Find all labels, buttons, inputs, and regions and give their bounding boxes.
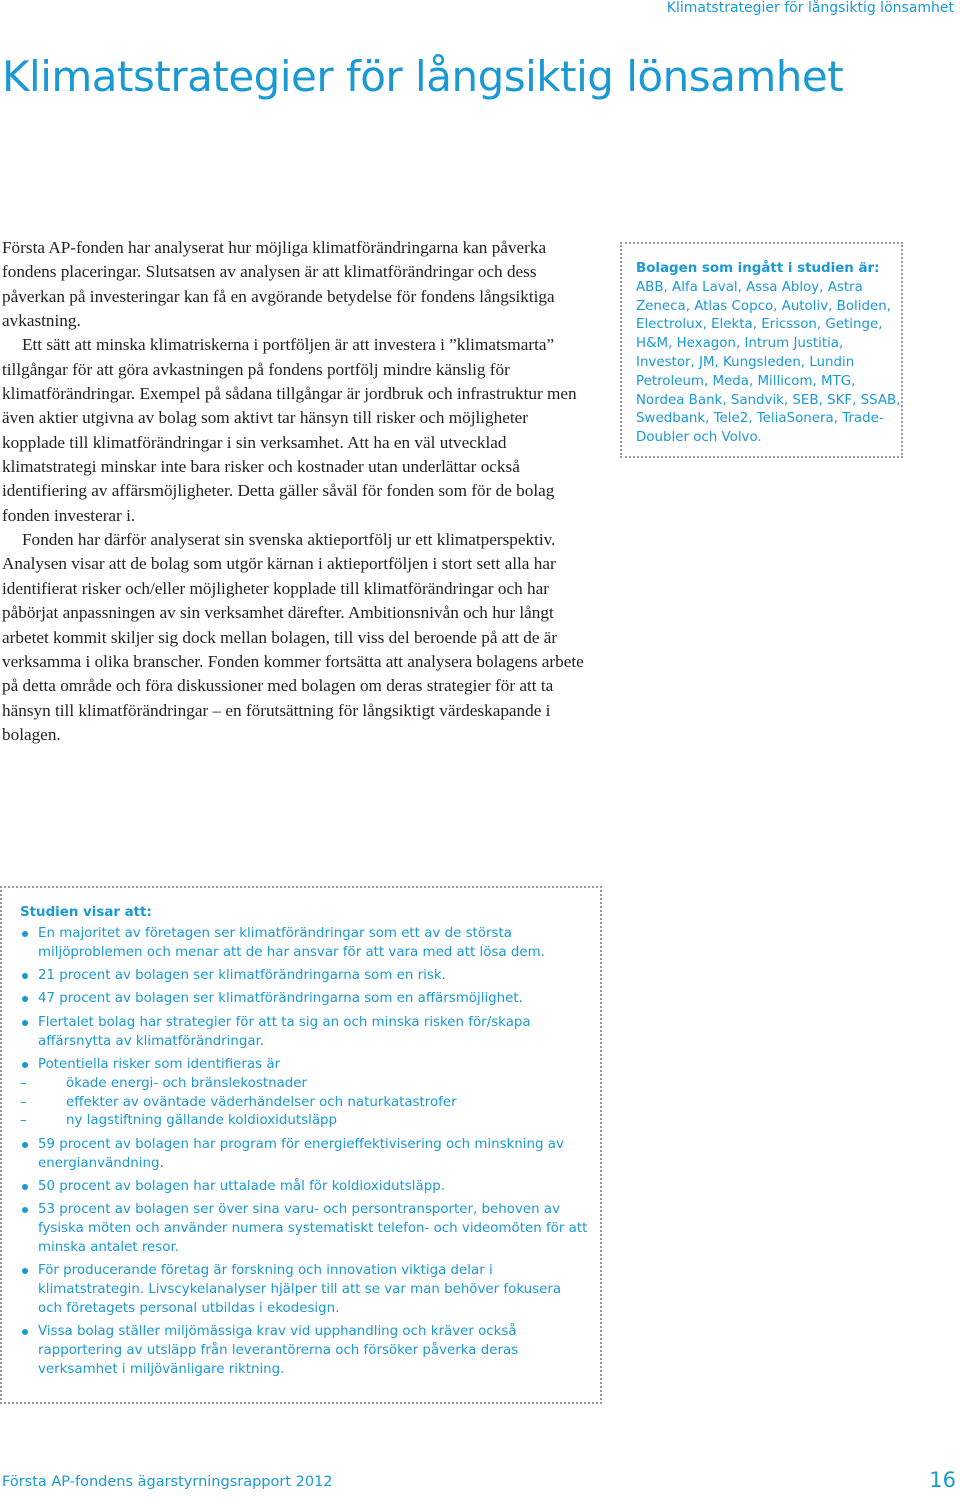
list-item-text: 47 procent av bolagen ser klimatförändringarna som en affärsmöjlighet.	[38, 991, 523, 1007]
list-item-text: En majoritet av företagen ser klimatförändringar som ett av de största miljöproblemen och menar att de har ansvar för att vara med att lösa dem.	[38, 925, 545, 960]
list-item	[20, 1056, 588, 1131]
body-paragraph: Ett sätt att minska klimatriskerna i portföljen är att investera i ”klimatsmarta” tillgångar för att göra avkastningen på fondens portfölj mindre känslig för klimatförändringar. Exempel på sådana tillgångar är jordbruk och infrastruktur men även aktier utgivna av bolag som aktivt tar hänsyn till risker och möjligheter kopplade till klimatförändringar i sin verksamhet. Att ha en väl utvecklad klimatstrategi minskar inte bara risker och kostnader utan underlättar också identifiering av affärsmöjligheter. Detta gäller såväl för fonden som för de bolag fonden investerar i.	[2, 335, 577, 525]
list-item-text: 50 procent av bolagen har uttalade mål för koldioxidutsläpp.	[38, 1178, 445, 1194]
list-item-text: 59 procent av bolagen har program för energieffektivisering och minskning av energianvändning.	[38, 1136, 564, 1171]
list-item	[20, 1323, 588, 1379]
page-title: Klimatstrategier för långsiktig lönsamhet	[2, 52, 844, 101]
footer-publication: Första AP-fondens ägarstyrningsrapport 2012	[2, 1474, 333, 1490]
body-paragraph: Första AP-fonden har analyserat hur möjliga klimatförändringarna kan påverka fondens placeringar. Slutsatsen av analysen är att klimatförändringar och dess påverkan på investeringar kan få en avgörande betydelse för fondens långsiktiga avkastning.	[2, 238, 555, 331]
list-item-text: Vissa bolag ställer miljömässiga krav vid upphandling och kräver också rapportering av utsläpp från leverantörerna och försöker påverka deras verksamhet i miljövänligare riktning.	[38, 1324, 519, 1377]
findings-box	[0, 886, 602, 1404]
list-item-text: Flertalet bolag har strategier för att ta sig an och minska risken för/skapa affärsnytta av klimatförändringar.	[38, 1014, 531, 1049]
body-text	[2, 236, 592, 747]
findings-heading: Studien visar att:	[20, 905, 152, 920]
list-item	[20, 1136, 588, 1174]
list-item	[20, 1201, 588, 1257]
risk-subitem: – ökade energi- och bränslekostnader	[20, 1075, 588, 1094]
list-item	[20, 925, 588, 963]
companies-list: ABB, Alfa Laval, Assa Abloy, Astra Zeneca, Atlas Copco, Autoliv, Boliden, Electrolux, Elekta, Ericsson, Getinge, H&M, Hexagon, Intrum Justitia, Investor, JM, Kungsleden, Lundin Petroleum, Meda, Millicom, MTG, Nordea Bank, Sandvik, SEB, SKF, SSAB, Swedbank, Tele2, TeliaSonera, Trade-Doubler och Volvo.	[636, 279, 901, 446]
list-item	[20, 1262, 588, 1318]
page-number: 16	[929, 1468, 956, 1492]
risk-sublist	[38, 1075, 588, 1131]
list-item	[20, 1014, 588, 1052]
companies-heading: Bolagen som ingått i studien är:	[636, 261, 880, 276]
companies-box	[620, 242, 903, 458]
risk-subitem: – ny lagstiftning gällande koldioxidutsläpp	[20, 1112, 588, 1131]
findings-list	[20, 925, 588, 1380]
list-item-text: Potentiella risker som identifieras är	[38, 1056, 281, 1072]
running-head: Klimatstrategier för långsiktig lönsamhet	[666, 0, 954, 16]
list-item	[20, 990, 588, 1009]
list-item-text: För producerande företag är forskning och innovation viktiga delar i klimatstrategin. Livscykelanalyser hjälper till att se var man behöver fokusera och företagets personal utbildas i ekodesign.	[38, 1263, 562, 1316]
list-item	[20, 1178, 588, 1197]
list-item	[20, 967, 588, 986]
risk-subitem: – effekter av oväntade väderhändelser och naturkatastrofer	[20, 1094, 588, 1113]
list-item-text: 21 procent av bolagen ser klimatförändringarna som en risk.	[38, 967, 446, 983]
list-item-text: 53 procent av bolagen ser över sina varu- och persontransporter, behoven av fysiska möten och använder numera systematiskt telefon- och videomöten för att minska antalet resor.	[38, 1202, 588, 1255]
body-paragraph: Fonden har därför analyserat sin svenska aktieportfölj ur ett klimatperspektiv. Analysen visar att de bolag som utgör kärnan i aktieportföljen i stort sett alla har identifierat risker och/eller möjligheter kopplade till klimatförändringar och har påbörjat anpassningen av sin verksamhet därefter. Ambitionsnivån och hur långt arbetet kommit skiljer sig dock mellan bolagen, till viss del beroende på att de är verksamma i olika branscher. Fonden kommer fortsätta att analysera bolagens arbete på detta område och föra diskussioner med bolagen om deras strategier för att ta hänsyn till klimatförändringar – en förutsättning för långsiktigt värdeskapande i bolagen.	[2, 530, 584, 744]
